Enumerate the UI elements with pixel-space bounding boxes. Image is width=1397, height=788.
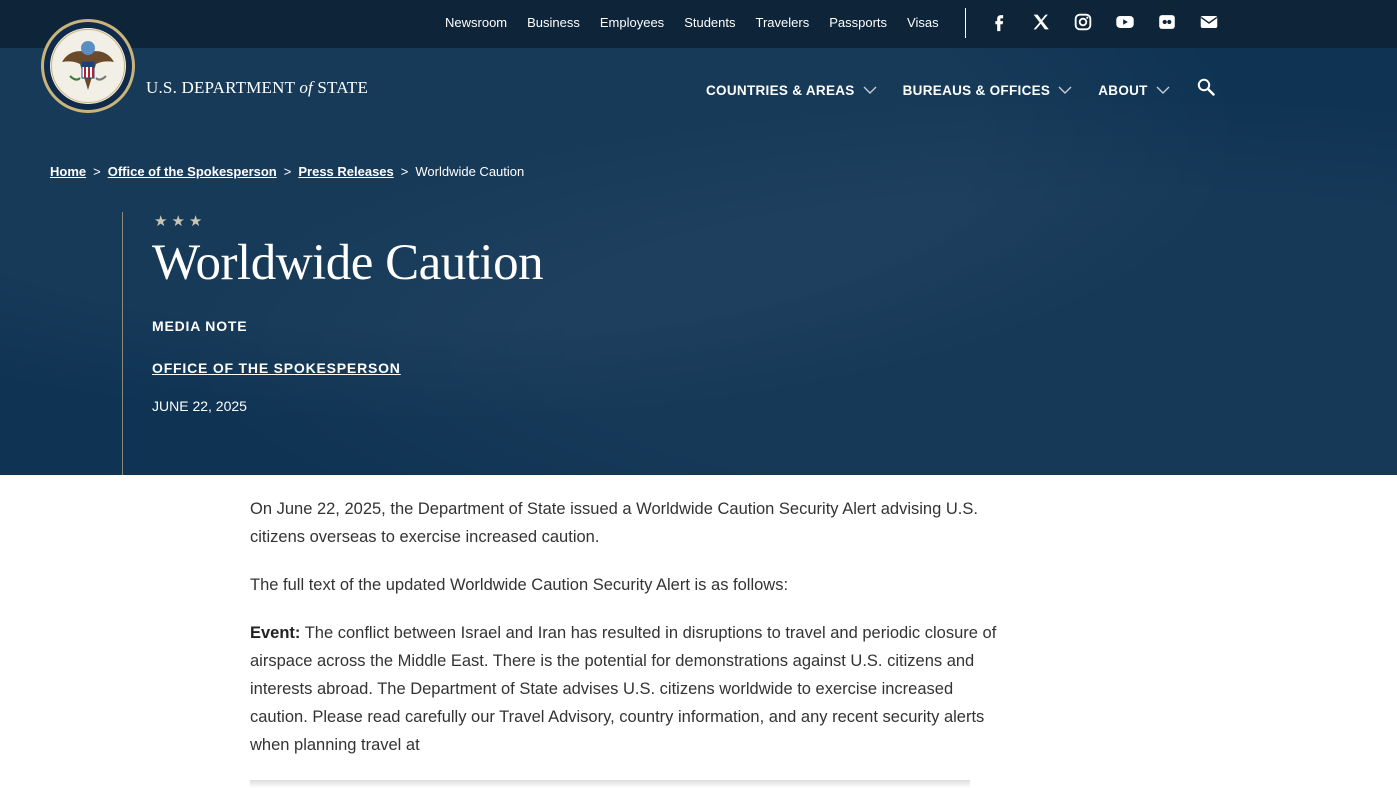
- utility-nav: [445, 0, 959, 44]
- event-text: The conflict between Israel and Iran has resulted in disruptions to travel and periodic closure of airspace across the Middle East. There is the potential for demonstrations against U.S. citizens and interests abroad. The Department of State advises U.S. citizens worldwide to exercise increased caution. Please read carefully our Travel Advisory, country information, and any recent security alerts when planning travel at: [250, 624, 997, 754]
- social-links: [988, 8, 1240, 36]
- event-paragraph: [250, 619, 1000, 759]
- search-icon[interactable]: [1197, 78, 1215, 96]
- breadcrumb-separator: >: [400, 164, 409, 179]
- page-title: Worldwide Caution: [152, 235, 544, 291]
- utility-bar: [0, 0, 1397, 48]
- breadcrumb-separator: >: [93, 164, 101, 179]
- breadcrumb-home[interactable]: Home: [50, 164, 87, 179]
- nav-label: BUREAUS & OFFICES: [902, 82, 1051, 98]
- event-label: Event:: [250, 624, 301, 642]
- nav-countries-areas[interactable]: [706, 83, 877, 98]
- article-paragraph: On June 22, 2025, the Department of State issued a Worldwide Caution Security Alert advising U.S. citizens overseas to exercise increased caution.: [250, 500, 978, 546]
- breadcrumb-spokesperson[interactable]: Office of the Spokesperson: [107, 164, 277, 179]
- utility-link-travelers[interactable]: Travelers: [755, 14, 810, 30]
- main-nav: [706, 79, 1196, 101]
- utility-link-visas[interactable]: Visas: [907, 14, 939, 30]
- email-icon[interactable]: [1198, 11, 1220, 33]
- article-date: JUNE 22, 2025: [152, 398, 247, 414]
- chevron-down-icon: [1058, 85, 1072, 95]
- article-paragraph: The full text of the updated Worldwide Caution Security Alert is as follows:: [250, 576, 789, 594]
- breadcrumb-press-releases[interactable]: Press Releases: [298, 164, 394, 179]
- nav-label: COUNTRIES & AREAS: [706, 82, 855, 98]
- utility-link-employees[interactable]: Employees: [599, 14, 665, 30]
- breadcrumb-separator: >: [283, 164, 292, 179]
- chevron-down-icon: [863, 85, 877, 95]
- breadcrumb: [50, 164, 524, 179]
- x-icon[interactable]: [1030, 11, 1052, 33]
- utility-link-students[interactable]: Students: [684, 14, 736, 30]
- nav-about[interactable]: [1098, 83, 1170, 98]
- site-title-of: of: [299, 78, 313, 97]
- utility-link-business[interactable]: Business: [527, 14, 580, 30]
- utility-link-passports[interactable]: Passports: [829, 14, 888, 30]
- stars-ornament: ★★★: [154, 213, 207, 230]
- chevron-down-icon: [1156, 85, 1170, 95]
- breadcrumb-current: Worldwide Caution: [415, 164, 525, 179]
- instagram-icon[interactable]: [1072, 11, 1094, 33]
- article-body: [250, 495, 1000, 779]
- facebook-icon[interactable]: [988, 11, 1010, 33]
- nav-label: ABOUT: [1098, 82, 1148, 98]
- utility-divider: [965, 8, 966, 38]
- utility-link-newsroom[interactable]: Newsroom: [445, 14, 508, 30]
- flickr-icon[interactable]: [1156, 11, 1178, 33]
- bureau-link[interactable]: OFFICE OF THE SPOKESPERSON: [152, 360, 401, 376]
- site-title-part: STATE: [312, 78, 369, 97]
- youtube-icon[interactable]: [1114, 11, 1136, 33]
- department-seal-logo[interactable]: [40, 18, 136, 114]
- next-line-partial: [250, 780, 970, 788]
- article-type: MEDIA NOTE: [152, 318, 248, 334]
- title-rule: [122, 212, 123, 475]
- nav-bureaus-offices[interactable]: [903, 83, 1073, 98]
- site-title[interactable]: [146, 78, 368, 98]
- site-title-part: U.S. DEPARTMENT: [146, 78, 300, 97]
